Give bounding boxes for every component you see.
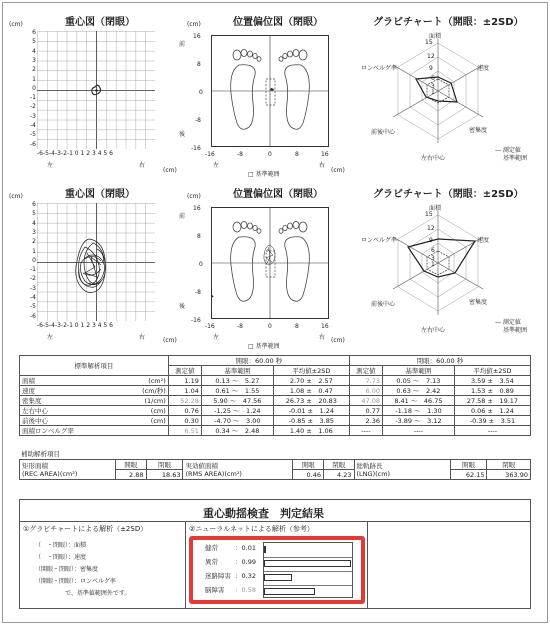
radar-legend-ref-2: 基準範囲	[503, 327, 528, 334]
cog-plot-2	[37, 203, 155, 321]
radar-tick-1-2: 1	[431, 261, 435, 268]
cog-ytick: -3	[30, 284, 36, 292]
radar-legend-measured-2: — 測定値	[495, 319, 521, 326]
pos-plot-1	[211, 35, 329, 147]
radar-axis-ap-1: 前後中心	[371, 129, 396, 136]
nn-label: 健常	[205, 544, 218, 552]
pos-legend-2: □ 基準範囲	[248, 343, 280, 350]
pos-dot-1	[270, 88, 274, 91]
pos-title-2: 位置偏位図（閉眼）	[233, 189, 323, 200]
pos-left-2: 左	[213, 334, 220, 341]
result-vdivider	[185, 521, 186, 609]
pos-front-2: 前	[179, 213, 186, 220]
table-row: 左右中心 (cm) 0.76 -1.25 ～ 1.24 -0.01 ± 1.24 0.77 -1.18 ～ 1.30 0.06 ± 1.24	[20, 406, 531, 416]
pos-xunit-2: (cm)	[331, 337, 345, 344]
pos-ytick-m16-1: -16	[191, 145, 201, 152]
pos-xtick-8-2: 8	[295, 323, 299, 330]
aux-header: 補助解析項目	[21, 450, 60, 458]
left-line-2: （ ・閉眼）：速度	[35, 554, 87, 561]
cog-yticks-2	[27, 201, 37, 319]
highlight-box	[189, 536, 365, 604]
radar-legend-measured-1: — 測定値	[495, 147, 521, 154]
radar-tick-6-1: 6	[431, 75, 435, 82]
cog-ytick: -1	[30, 94, 36, 102]
cog-ytick: -2	[30, 275, 36, 283]
pos-ytick-0-1: 0	[199, 89, 203, 96]
radar-axis-speed-1: 速度	[477, 65, 490, 72]
nn-label: 迷路障害	[205, 572, 231, 580]
left-line-4: （開眼・閉眼）：ロンベルグ率	[35, 578, 116, 585]
cog-plot-1	[37, 31, 155, 149]
cog-ytick: 3	[32, 228, 36, 236]
cog-unit-2: (cm)	[9, 193, 23, 200]
table-row: 前後中心 (cm) 0.30 -4.70 ～ 3.00 -0.85 ± 3.85 2.36 -3.89 ～ 3.12 -0.39 ± 3.51	[20, 416, 531, 426]
cog-ytick: -5	[30, 303, 36, 311]
pos-xtick-m16-2: -16	[205, 323, 215, 330]
left-line-1: （ ・閉眼）：面積	[35, 542, 87, 549]
cog-left-1: 左	[47, 162, 54, 169]
nn-value: ：0.99	[235, 558, 256, 566]
cog-ytick: -4	[30, 294, 36, 301]
pos-ytick-m8-2: -8	[195, 289, 201, 296]
pos-ytick-8-1: 8	[197, 61, 201, 68]
pos-right-1: 右	[319, 162, 326, 169]
nn-label: 異常	[205, 558, 218, 566]
cog-title-1: 重心図（閉眼）	[65, 17, 135, 28]
cog-right-1: 右	[139, 162, 146, 169]
radar-tick-15-1: 15	[425, 39, 433, 46]
cog-xticks-1: -6-5-4-3-2-1 0 1 2 3 4 5 6	[37, 150, 113, 157]
aux-rms-label: 実効値面積 (RMS AREA)(cm²)	[183, 460, 293, 480]
cog-ytick: 5	[32, 38, 36, 46]
radar-tick-3-2: 3	[431, 255, 435, 262]
nn-value: ：0.32	[235, 572, 256, 580]
th-open-meas: 測定値	[168, 366, 201, 376]
pos-xtick-m16-1: -16	[205, 151, 215, 158]
pos-back-2: 後	[179, 303, 186, 310]
cog-ytick: 4	[32, 47, 36, 55]
pos-back-1: 後	[179, 131, 186, 138]
pos-xtick-16-2: 16	[321, 323, 329, 330]
cog-right-2: 右	[139, 334, 146, 341]
cog-title-2: 重心図（閉眼）	[65, 189, 135, 200]
pos-ytick-16-1: 16	[193, 33, 201, 40]
pos-xunit-1: (cm)	[331, 167, 345, 174]
cog-ytick: 0	[32, 84, 36, 92]
left-line-3: （開眼・閉眼）：密集度	[35, 566, 99, 573]
cog-ytick: 3	[32, 56, 36, 64]
pos-ytick-16-2: 16	[193, 205, 201, 212]
cog-ytick: -3	[30, 112, 36, 120]
cog-unit-1: (cm)	[9, 21, 23, 28]
table-row: 密集度 (1/cm) 52.28 5.90 ～ 47.56 26.73 ± 20.83 47.08 8.41 ～ 46.75 27.58 ± 19.17	[20, 396, 531, 406]
cog-xunit-2: (cm)	[163, 337, 177, 344]
radar-axis-lr-2: 左右中心	[421, 327, 446, 334]
cog-ytick: 6	[32, 29, 36, 36]
pos-front-1: 前	[179, 41, 186, 48]
cog-ytick: 2	[32, 66, 36, 74]
radar-title-2: グラビチャート（閉眼：±2SD）	[373, 189, 524, 200]
th-open-mean: 平均値±2SD	[273, 366, 349, 376]
pos-ytick-m16-2: -16	[191, 317, 201, 324]
cog-ytick: -6	[30, 312, 36, 320]
radar-axis-area-1: 面積	[429, 33, 442, 40]
cog-xunit-1: (cm)	[163, 167, 177, 174]
pos-left-1: 左	[213, 162, 220, 169]
pos-ytick-m8-1: -8	[195, 117, 201, 124]
th-open: 開眼：60.00 秒	[168, 356, 349, 366]
table-row: 面積 (cm²) 1.19 0.13 ～ 5.27 2.70 ± 2.57 7.73 0.05 ～ 7.13 3.59 ± 3.54	[20, 376, 531, 386]
radar-axis-density-2: 密集度	[469, 299, 488, 306]
result-vdivider-2	[367, 521, 368, 609]
cog-yticks-1	[27, 29, 37, 147]
nn-analysis-title: ②ニューラルネットによる解析（参考）	[189, 525, 314, 533]
cog-ytick: -2	[30, 103, 36, 111]
result-divider	[19, 521, 531, 522]
aux-analysis-table: 矩形面積 (REC AREA)(cm²) 開眼 閉眼 実効値面積 (RMS AREA)(cm²) 開眼 閉眼 総軌跡長 (LNG)(cm) 開眼 閉眼 2.88 18.63 0.46 4.23 62.15 363.90	[19, 459, 531, 480]
cog-ytick: -4	[30, 122, 36, 129]
th-items: 標準解析項目	[20, 356, 169, 376]
radar-measured-2	[408, 239, 475, 277]
radar-tick-9-2: 9	[429, 237, 433, 244]
pos-legend-1: □ 基準範囲	[248, 171, 280, 178]
table-row: 速度 (cm/秒) 1.04 0.61 ～ 1.55 1.08 ± 0.47 6.00 0.63 ～ 2.42 1.53 ± 0.89	[20, 386, 531, 396]
pos-ytick-8-2: 8	[197, 233, 201, 240]
pos-title-1: 位置偏位図（閉眼）	[233, 17, 323, 28]
pos-unit-2: (cm)	[187, 193, 201, 200]
cog-ytick: 6	[32, 201, 36, 208]
pos-xtick-0-1: 0	[268, 151, 272, 158]
pos-unit-1: (cm)	[187, 21, 201, 28]
pos-xtick-8-1: 8	[295, 151, 299, 158]
pos-trace-2	[264, 245, 275, 265]
pos-ytick-0-2: 0	[199, 261, 203, 268]
radar-tick-12-2: 12	[427, 225, 435, 232]
pos-xtick-16-1: 16	[321, 151, 329, 158]
cog-ytick: 5	[32, 210, 36, 218]
cog-ytick: -5	[30, 131, 36, 139]
th-closed-ref: 基準範囲	[382, 366, 454, 376]
radar-axis-area-2: 面積	[429, 205, 442, 212]
radar-legend-ref-1: 基準範囲	[503, 155, 528, 162]
cog-ytick: 1	[32, 247, 36, 255]
radar-axis-romberg-1: ロンベルグ率	[361, 65, 397, 72]
radar-tick-1-1: 1	[431, 89, 435, 96]
pos-xtick-m8-2: -8	[237, 323, 243, 330]
radar-tick-15-2: 15	[425, 211, 433, 218]
radar-tick-3-1: 3	[431, 83, 435, 90]
pos-plot-2	[211, 207, 329, 319]
aux-lng-label: 総軌跡長 (LNG)(cm)	[354, 460, 450, 480]
radar-title-1: グラビチャート（開眼：±2SD）	[373, 17, 524, 28]
cog-left-2: 左	[47, 334, 54, 341]
left-note: で、基準値範囲外です。	[65, 590, 131, 597]
nn-value: ：0.01	[235, 544, 256, 552]
radar-axis-lr-1: 左右中心	[421, 155, 446, 162]
radar-tick-6-2: 6	[431, 247, 435, 254]
th-closed-mean: 平均値±2SD	[454, 366, 530, 376]
cog-dot-1	[95, 89, 98, 92]
pos-xtick-0-2: 0	[268, 323, 272, 330]
aux-rect-label: 矩形面積 (REC AREA)(cm²)	[20, 460, 116, 480]
cog-ytick: -6	[30, 140, 36, 148]
pos-xtick-m8-1: -8	[237, 151, 243, 158]
table-row: 面積ロンベルグ率 6.51 0.34 ～ 2.48 1.40 ± 1.06 ---- ---- ----	[20, 426, 531, 436]
radar-tick-12-1: 12	[427, 53, 435, 60]
report-page	[2, 2, 548, 623]
nn-value: ：0.58	[235, 586, 256, 594]
cog-ytick: -1	[30, 266, 36, 274]
radar-axis-speed-2: 速度	[477, 237, 490, 244]
radar-axis-romberg-2: ロンベルグ率	[361, 237, 397, 244]
radar-tick-9-1: 9	[429, 65, 433, 72]
th-closed: 閉眼：60.00 秒	[349, 356, 530, 366]
result-title: 重心動揺検査 判定結果	[203, 507, 324, 520]
pos-right-2: 右	[319, 334, 326, 341]
cog-xticks-2: -6-5-4-3-2-1 0 1 2 3 4 5 6	[37, 322, 113, 329]
pos-ref-box-1	[266, 79, 275, 105]
standard-analysis-table	[19, 355, 531, 436]
th-closed-meas: 測定値	[349, 366, 382, 376]
radar-axis-density-1: 密集度	[469, 127, 488, 134]
cog-ytick: 2	[32, 238, 36, 246]
th-open-ref: 基準範囲	[201, 366, 273, 376]
left-analysis-title: ①グラビチャートによる解析（±2SD）	[23, 525, 148, 533]
nn-label: 脳障害	[205, 586, 225, 594]
radar-axis-ap-2: 前後中心	[371, 301, 396, 308]
cog-ytick: 0	[32, 256, 36, 264]
cog-trace-2	[76, 239, 106, 293]
cog-ytick: 4	[32, 219, 36, 227]
cog-ytick: 1	[32, 75, 36, 83]
